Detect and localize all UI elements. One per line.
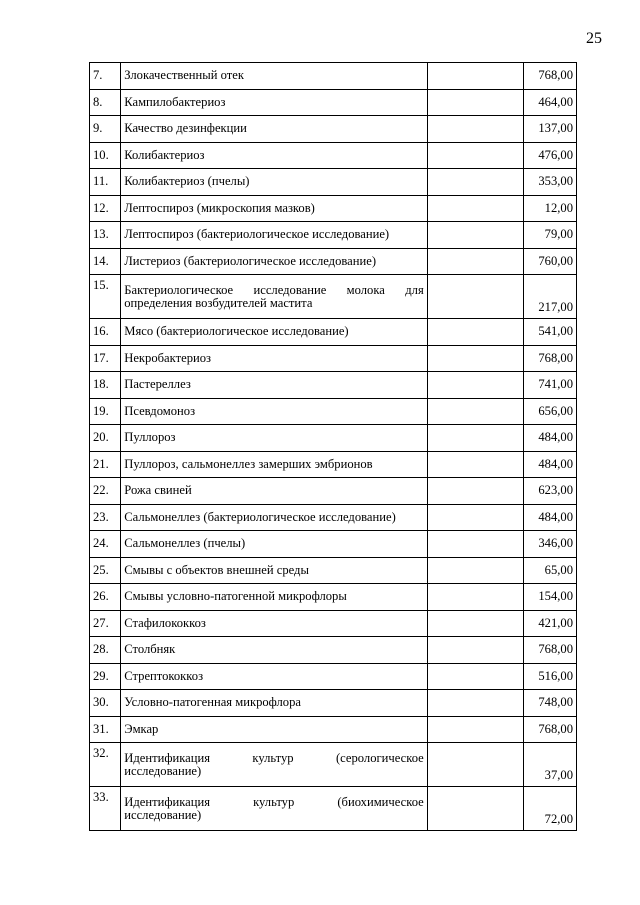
table-row: [90, 372, 577, 399]
service-price: 768,00: [523, 63, 576, 90]
empty-cell: [427, 142, 523, 169]
empty-cell: [427, 716, 523, 743]
service-price: 464,00: [523, 89, 576, 116]
table-row: [90, 195, 577, 222]
service-price: 65,00: [523, 557, 576, 584]
service-price: 217,00: [523, 275, 576, 319]
table-row: [90, 610, 577, 637]
service-price: 623,00: [523, 478, 576, 505]
row-number: 18.: [90, 372, 121, 399]
table-row: [90, 557, 577, 584]
service-price: 484,00: [523, 425, 576, 452]
table-row: [90, 531, 577, 558]
service-price: 346,00: [523, 531, 576, 558]
table-row: [90, 222, 577, 249]
table-row: [90, 169, 577, 196]
service-price: 484,00: [523, 504, 576, 531]
row-number: 30.: [90, 690, 121, 717]
table-row: [90, 716, 577, 743]
table-row: [90, 584, 577, 611]
service-name: Сальмонеллез (бактериологическое исследование): [121, 504, 428, 531]
service-price: 516,00: [523, 663, 576, 690]
table-row: [90, 787, 577, 831]
empty-cell: [427, 531, 523, 558]
service-price: 137,00: [523, 116, 576, 143]
row-number: 14.: [90, 248, 121, 275]
empty-cell: [427, 663, 523, 690]
row-number: 23.: [90, 504, 121, 531]
service-name: Стафилококкоз: [121, 610, 428, 637]
row-number: 24.: [90, 531, 121, 558]
service-price: 154,00: [523, 584, 576, 611]
service-price: 421,00: [523, 610, 576, 637]
empty-cell: [427, 169, 523, 196]
service-name: Пуллороз, сальмонеллез замерших эмбрионов: [121, 451, 428, 478]
empty-cell: [427, 504, 523, 531]
price-table-body: [90, 63, 577, 831]
service-price: 656,00: [523, 398, 576, 425]
service-name: Некробактериоз: [121, 345, 428, 372]
empty-cell: [427, 425, 523, 452]
empty-cell: [427, 116, 523, 143]
row-number: 27.: [90, 610, 121, 637]
service-name: Эмкар: [121, 716, 428, 743]
service-price: 476,00: [523, 142, 576, 169]
row-number: 12.: [90, 195, 121, 222]
empty-cell: [427, 637, 523, 664]
row-number: 7.: [90, 63, 121, 90]
row-number: 26.: [90, 584, 121, 611]
service-price: 748,00: [523, 690, 576, 717]
empty-cell: [427, 222, 523, 249]
service-price: 79,00: [523, 222, 576, 249]
service-name: Мясо (бактериологическое исследование): [121, 319, 428, 346]
row-number: 13.: [90, 222, 121, 249]
row-number: 19.: [90, 398, 121, 425]
service-name: Смывы с объектов внешней среды: [121, 557, 428, 584]
service-name: Злокачественный отек: [121, 63, 428, 90]
row-number: 20.: [90, 425, 121, 452]
empty-cell: [427, 275, 523, 319]
row-number: 9.: [90, 116, 121, 143]
table-row: [90, 319, 577, 346]
empty-cell: [427, 319, 523, 346]
empty-cell: [427, 398, 523, 425]
table-row: [90, 248, 577, 275]
row-number: 11.: [90, 169, 121, 196]
empty-cell: [427, 690, 523, 717]
page-number: 25: [586, 30, 602, 47]
table-row: [90, 275, 577, 319]
row-number: 22.: [90, 478, 121, 505]
table-row: [90, 451, 577, 478]
service-name: Колибактериоз (пчелы): [121, 169, 428, 196]
empty-cell: [427, 345, 523, 372]
table-row: [90, 89, 577, 116]
service-price: 353,00: [523, 169, 576, 196]
row-number: 33.: [90, 787, 121, 831]
empty-cell: [427, 743, 523, 787]
service-name: Стрептококкоз: [121, 663, 428, 690]
table-row: [90, 142, 577, 169]
table-row: [90, 425, 577, 452]
service-price: 72,00: [523, 787, 576, 831]
row-number: 28.: [90, 637, 121, 664]
service-price: 768,00: [523, 716, 576, 743]
row-number: 29.: [90, 663, 121, 690]
empty-cell: [427, 787, 523, 831]
row-number: 21.: [90, 451, 121, 478]
table-row: [90, 743, 577, 787]
empty-cell: [427, 195, 523, 222]
service-name: Лептоспироз (бактериологическое исследование): [121, 222, 428, 249]
service-name: Листериоз (бактериологическое исследование): [121, 248, 428, 275]
row-number: 17.: [90, 345, 121, 372]
empty-cell: [427, 89, 523, 116]
service-name: Кампилобактериоз: [121, 89, 428, 116]
service-name: Условно-патогенная микрофлора: [121, 690, 428, 717]
table-row: [90, 398, 577, 425]
empty-cell: [427, 610, 523, 637]
service-name: Пастереллез: [121, 372, 428, 399]
table-row: [90, 504, 577, 531]
row-number: 32.: [90, 743, 121, 787]
service-name: Идентификация культур (биохимическое исследование): [121, 787, 428, 831]
service-price: 12,00: [523, 195, 576, 222]
table-row: [90, 637, 577, 664]
service-name: Лептоспироз (микроскопия мазков): [121, 195, 428, 222]
service-price: 760,00: [523, 248, 576, 275]
table-row: [90, 690, 577, 717]
row-number: 31.: [90, 716, 121, 743]
empty-cell: [427, 451, 523, 478]
row-number: 8.: [90, 89, 121, 116]
empty-cell: [427, 248, 523, 275]
table-row: [90, 63, 577, 90]
service-price: 768,00: [523, 345, 576, 372]
empty-cell: [427, 372, 523, 399]
empty-cell: [427, 63, 523, 90]
empty-cell: [427, 478, 523, 505]
service-name: Столбняк: [121, 637, 428, 664]
service-price: 741,00: [523, 372, 576, 399]
service-name: Псевдомоноз: [121, 398, 428, 425]
row-number: 25.: [90, 557, 121, 584]
service-name: Рожа свиней: [121, 478, 428, 505]
row-number: 15.: [90, 275, 121, 319]
service-price: 768,00: [523, 637, 576, 664]
service-name: Смывы условно-патогенной микрофлоры: [121, 584, 428, 611]
row-number: 16.: [90, 319, 121, 346]
service-name: Идентификация культур (серологическое исследование): [121, 743, 428, 787]
service-name: Качество дезинфекции: [121, 116, 428, 143]
service-name: Бактериологическое исследование молока для определения возбудителей мастита: [121, 275, 428, 319]
empty-cell: [427, 584, 523, 611]
table-row: [90, 478, 577, 505]
service-price: 37,00: [523, 743, 576, 787]
service-name: Сальмонеллез (пчелы): [121, 531, 428, 558]
empty-cell: [427, 557, 523, 584]
table-row: [90, 663, 577, 690]
service-name: Пуллороз: [121, 425, 428, 452]
service-name: Колибактериоз: [121, 142, 428, 169]
table-row: [90, 116, 577, 143]
price-table: [89, 62, 577, 831]
service-price: 541,00: [523, 319, 576, 346]
row-number: 10.: [90, 142, 121, 169]
service-price: 484,00: [523, 451, 576, 478]
table-row: [90, 345, 577, 372]
